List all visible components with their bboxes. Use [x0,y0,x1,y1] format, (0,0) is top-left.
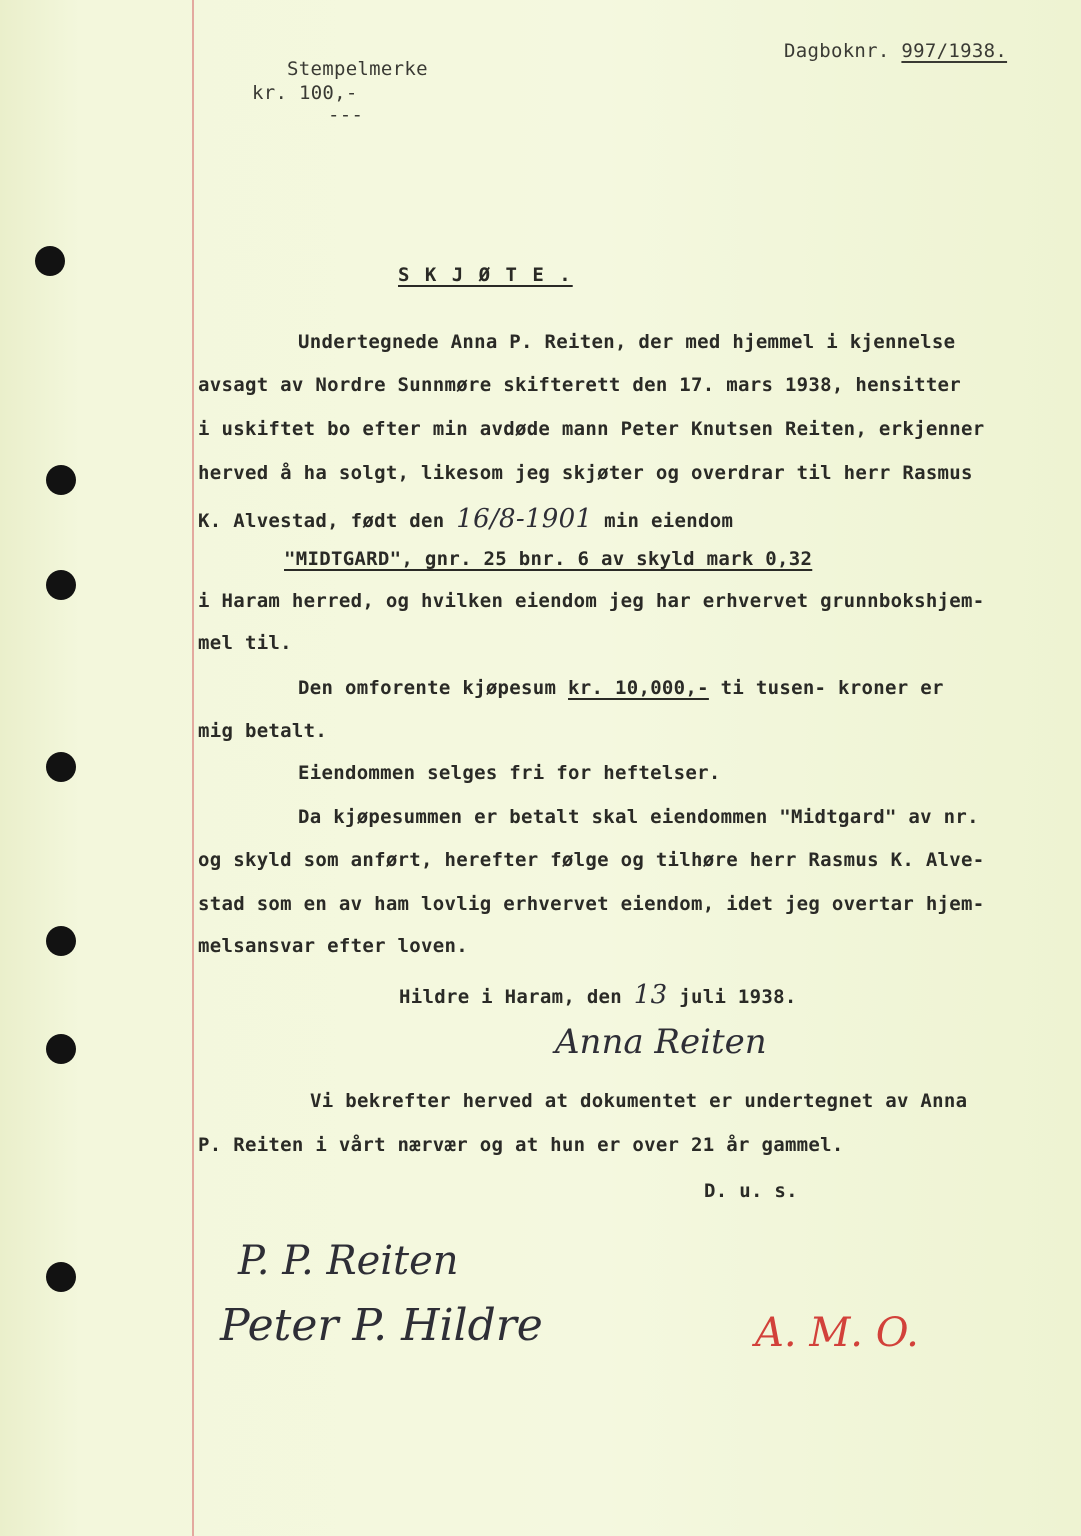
punch-hole [35,246,65,276]
punch-hole [46,752,76,782]
body-line: og skyld som anført, herefter følge og tilhøre herr Rasmus K. Alve- [198,849,985,871]
stamp-amount: kr. 100,- [252,82,358,104]
purchase-sum: kr. 10,000,- [568,677,709,699]
punch-hole [46,570,76,600]
body-line: avsagt av Nordre Sunnmøre skifterett den 17. mars 1938, hensitter [198,374,962,396]
stamp-label: Stempelmerke [287,58,428,80]
stamp-dashes: --- [328,104,364,126]
body-line: stad som en av ham lovlig erhvervet eiendom, idet jeg overtar hjem- [198,893,985,915]
margin-line [192,0,194,1536]
body-line: mel til. [198,632,292,654]
body-line: K. Alvestad, født den 16/8-1901 min eiendom [198,504,734,534]
seller-signature: Anna Reiten [555,1022,767,1062]
punch-hole [46,926,76,956]
witness1-signature: P. P. Reiten [238,1238,459,1284]
punch-hole [46,465,76,495]
body-line: i uskiftet bo efter min avdøde mann Peter Knutsen Reiten, erkjenner [198,418,985,440]
witness-line: Vi bekrefter herved at dokumentet er undertegnet av Anna [310,1090,968,1112]
body-line: herved å ha solgt, likesom jeg skjøter og overdrar til herr Rasmus [198,462,973,484]
body-line: melsansvar efter loven. [198,935,468,957]
dagbok-label: Dagboknr. 997/1938. [784,40,1008,62]
property-line: "MIDTGARD", gnr. 25 bnr. 6 av skyld mark 0,32 [284,548,813,570]
body-line: Da kjøpesummen er betalt skal eiendommen "Midtgard" av nr. [298,806,979,828]
dagbok-number: 997/1938. [901,40,1008,62]
document-title: S K J Ø T E . [398,264,573,286]
body-line: Undertegnede Anna P. Reiten, der med hjemmel i kjennelse [298,331,956,353]
body-line: i Haram herred, og hvilken eiendom jeg har erhvervet grunnbokshjem- [198,590,985,612]
handwritten-day: 13 [633,980,668,1010]
place-date-line: Hildre i Haram, den 13 juli 1938. [399,980,797,1010]
red-initials: A. M. O. [755,1310,919,1356]
body-line: mig betalt. [198,720,328,742]
punch-hole [46,1262,76,1292]
closing-abbrev: D. u. s. [704,1180,798,1202]
witness-line: P. Reiten i vårt nærvær og at hun er over 21 år gammel. [198,1134,844,1156]
body-line: Den omforente kjøpesum kr. 10,000,- ti tusen- kroner er [298,677,944,699]
witness2-signature: Peter P. Hildre [220,1300,543,1351]
handwritten-birthdate: 16/8-1901 [456,504,593,534]
punch-hole [46,1034,76,1064]
body-line: Eiendommen selges fri for heftelser. [298,762,721,784]
